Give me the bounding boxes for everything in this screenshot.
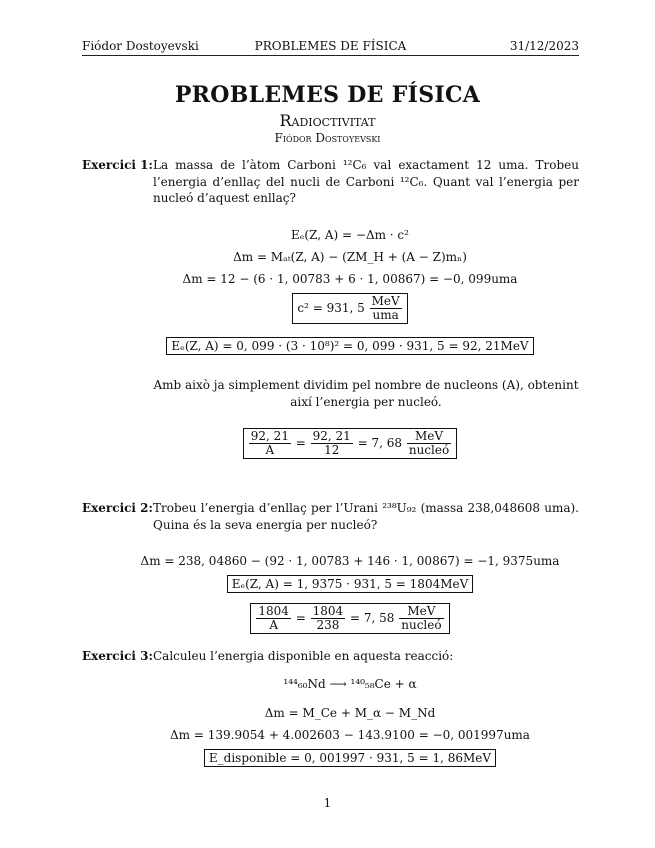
page-subtitle: Radioctivitat xyxy=(279,111,376,130)
ex2-frac1-den: A xyxy=(269,618,279,632)
ex2-eq2-box: Eₑ(Z, A) = 1, 9375 · 931, 5 = 1804MeV xyxy=(227,575,474,593)
ex2-eq1: Δm = 238, 04860 − (92 · 1, 00783 + 146 · 1, 00867) = −1, 9375uma xyxy=(140,554,560,568)
ex3-text: Calculeu l’energia disponible en aquesta reacció: xyxy=(153,649,454,663)
ex1-frac3-num: MeV xyxy=(407,430,451,444)
page-number: 1 xyxy=(323,796,332,810)
ex1-eq2: Δm = Mₐₜ(Z, A) − (ZM_H + (A − Z)mₙ) xyxy=(233,250,467,264)
ex1-paragraph: Amb això ja simplement dividim pel nombre de nucleons (A), obtenint així l’energia per nucleó. xyxy=(153,378,579,409)
ex2-eq2 xyxy=(100,575,600,593)
ex2-label: Exercici 2: xyxy=(82,501,153,515)
ex1-eq4 xyxy=(100,293,600,324)
ex3-eq3: Δm = 139.9054 + 4.002603 − 143.9100 = −0, 001997uma xyxy=(170,728,530,742)
ex1-frac2 xyxy=(311,430,353,457)
header-title: PROBLEMES DE FÍSICA xyxy=(254,39,407,53)
ex2-frac-box: $\frac{1804}{A}$ = $\frac{1804}{238}$ = 7, 58 $\frac{\text{MeV}}{\text{nucleó}}$ xyxy=(250,603,449,634)
ex1-eq4-num: MeV xyxy=(371,294,400,308)
ex1-frac-eq xyxy=(100,428,600,459)
ex3-eq4-box: E_disponible = 0, 001997 · 931, 5 = 1, 86MeV xyxy=(204,749,496,767)
ex2-frac3 xyxy=(399,605,443,632)
ex2-frac3-den: nucleó xyxy=(401,618,442,632)
ex2-frac1-num: 1804 xyxy=(258,604,289,618)
ex3-eq2: Δm = M_Ce + M_α − M_Nd xyxy=(264,706,436,720)
ex3-eq1: ¹⁴⁴₆₀Nd ⟶ ¹⁴⁰₅₈Ce + α xyxy=(283,677,417,691)
ex1-eq4-frac xyxy=(370,295,402,322)
ex3-eq4 xyxy=(100,749,600,767)
ex1-frac3-den: nucleó xyxy=(408,443,450,457)
ex2-frac2 xyxy=(311,605,346,632)
ex2-frac1 xyxy=(256,605,291,632)
ex1-frac-mid: = 7, 68 xyxy=(357,436,403,450)
ex1-eq5-box: Eₑ(Z, A) = 0, 099 · (3 · 10⁸)² = 0, 099 · 931, 5 = 92, 21MeV xyxy=(166,337,533,355)
header-author: Fiódor Dostoyevski xyxy=(82,39,199,53)
page-header xyxy=(82,39,579,56)
ex2-frac2-den: 238 xyxy=(316,618,340,632)
ex2-frac-eq xyxy=(100,603,600,634)
ex1-label: Exercici 1: xyxy=(82,158,153,172)
ex3-label: Exercici 3: xyxy=(82,649,153,663)
ex1-frac2-num: 92, 21 xyxy=(312,429,351,443)
ex1-eq5 xyxy=(100,337,600,355)
ex2-text: Trobeu l’energia d’enllaç per l’Urani ²³⁸U₉₂ (massa 238,048608 uma). Quina és la seva energia per nucleó? xyxy=(153,501,579,532)
page-author: Fiódor Dostoyevski xyxy=(274,131,381,145)
ex1-eq3: Δm = 12 − (6 · 1, 00783 + 6 · 1, 00867) = −0, 099uma xyxy=(182,272,518,286)
ex1-frac1-num: 92, 21 xyxy=(250,429,289,443)
ex1-frac-box: $\frac{92, 21}{A}$ = $\frac{92, 21}{12}$ = 7, 68 $\frac{\text{MeV}}{\text{nucleó}}$ xyxy=(243,428,457,459)
ex1-frac3 xyxy=(407,430,451,457)
ex1-text: La massa de l’àtom Carboni ¹²C₆ val exactament 12 uma. Trobeu l’energia d’enllaç del nucli de Carboni ¹²C₆. Quant val l’energia per nucleó d’aquest enllaç? xyxy=(153,158,579,205)
ex2-frac-mid: = 7, 58 xyxy=(350,611,395,625)
ex1-eq1: Eₑ(Z, A) = −Δm · c² xyxy=(291,228,409,242)
ex1-eq4-left: c² = 931, 5 xyxy=(297,301,365,315)
ex1-eq4-den: uma xyxy=(372,308,399,322)
ex1-frac1-den: A xyxy=(265,443,275,457)
ex1-eq4-box xyxy=(292,293,407,324)
header-date: 31/12/2023 xyxy=(509,39,579,53)
page-title: PROBLEMES DE FÍSICA xyxy=(174,82,481,108)
ex2-frac2-num: 1804 xyxy=(312,604,344,618)
ex2-frac3-num: MeV xyxy=(399,605,443,619)
ex1-frac1 xyxy=(249,430,291,457)
ex1-frac2-den: 12 xyxy=(324,443,340,457)
